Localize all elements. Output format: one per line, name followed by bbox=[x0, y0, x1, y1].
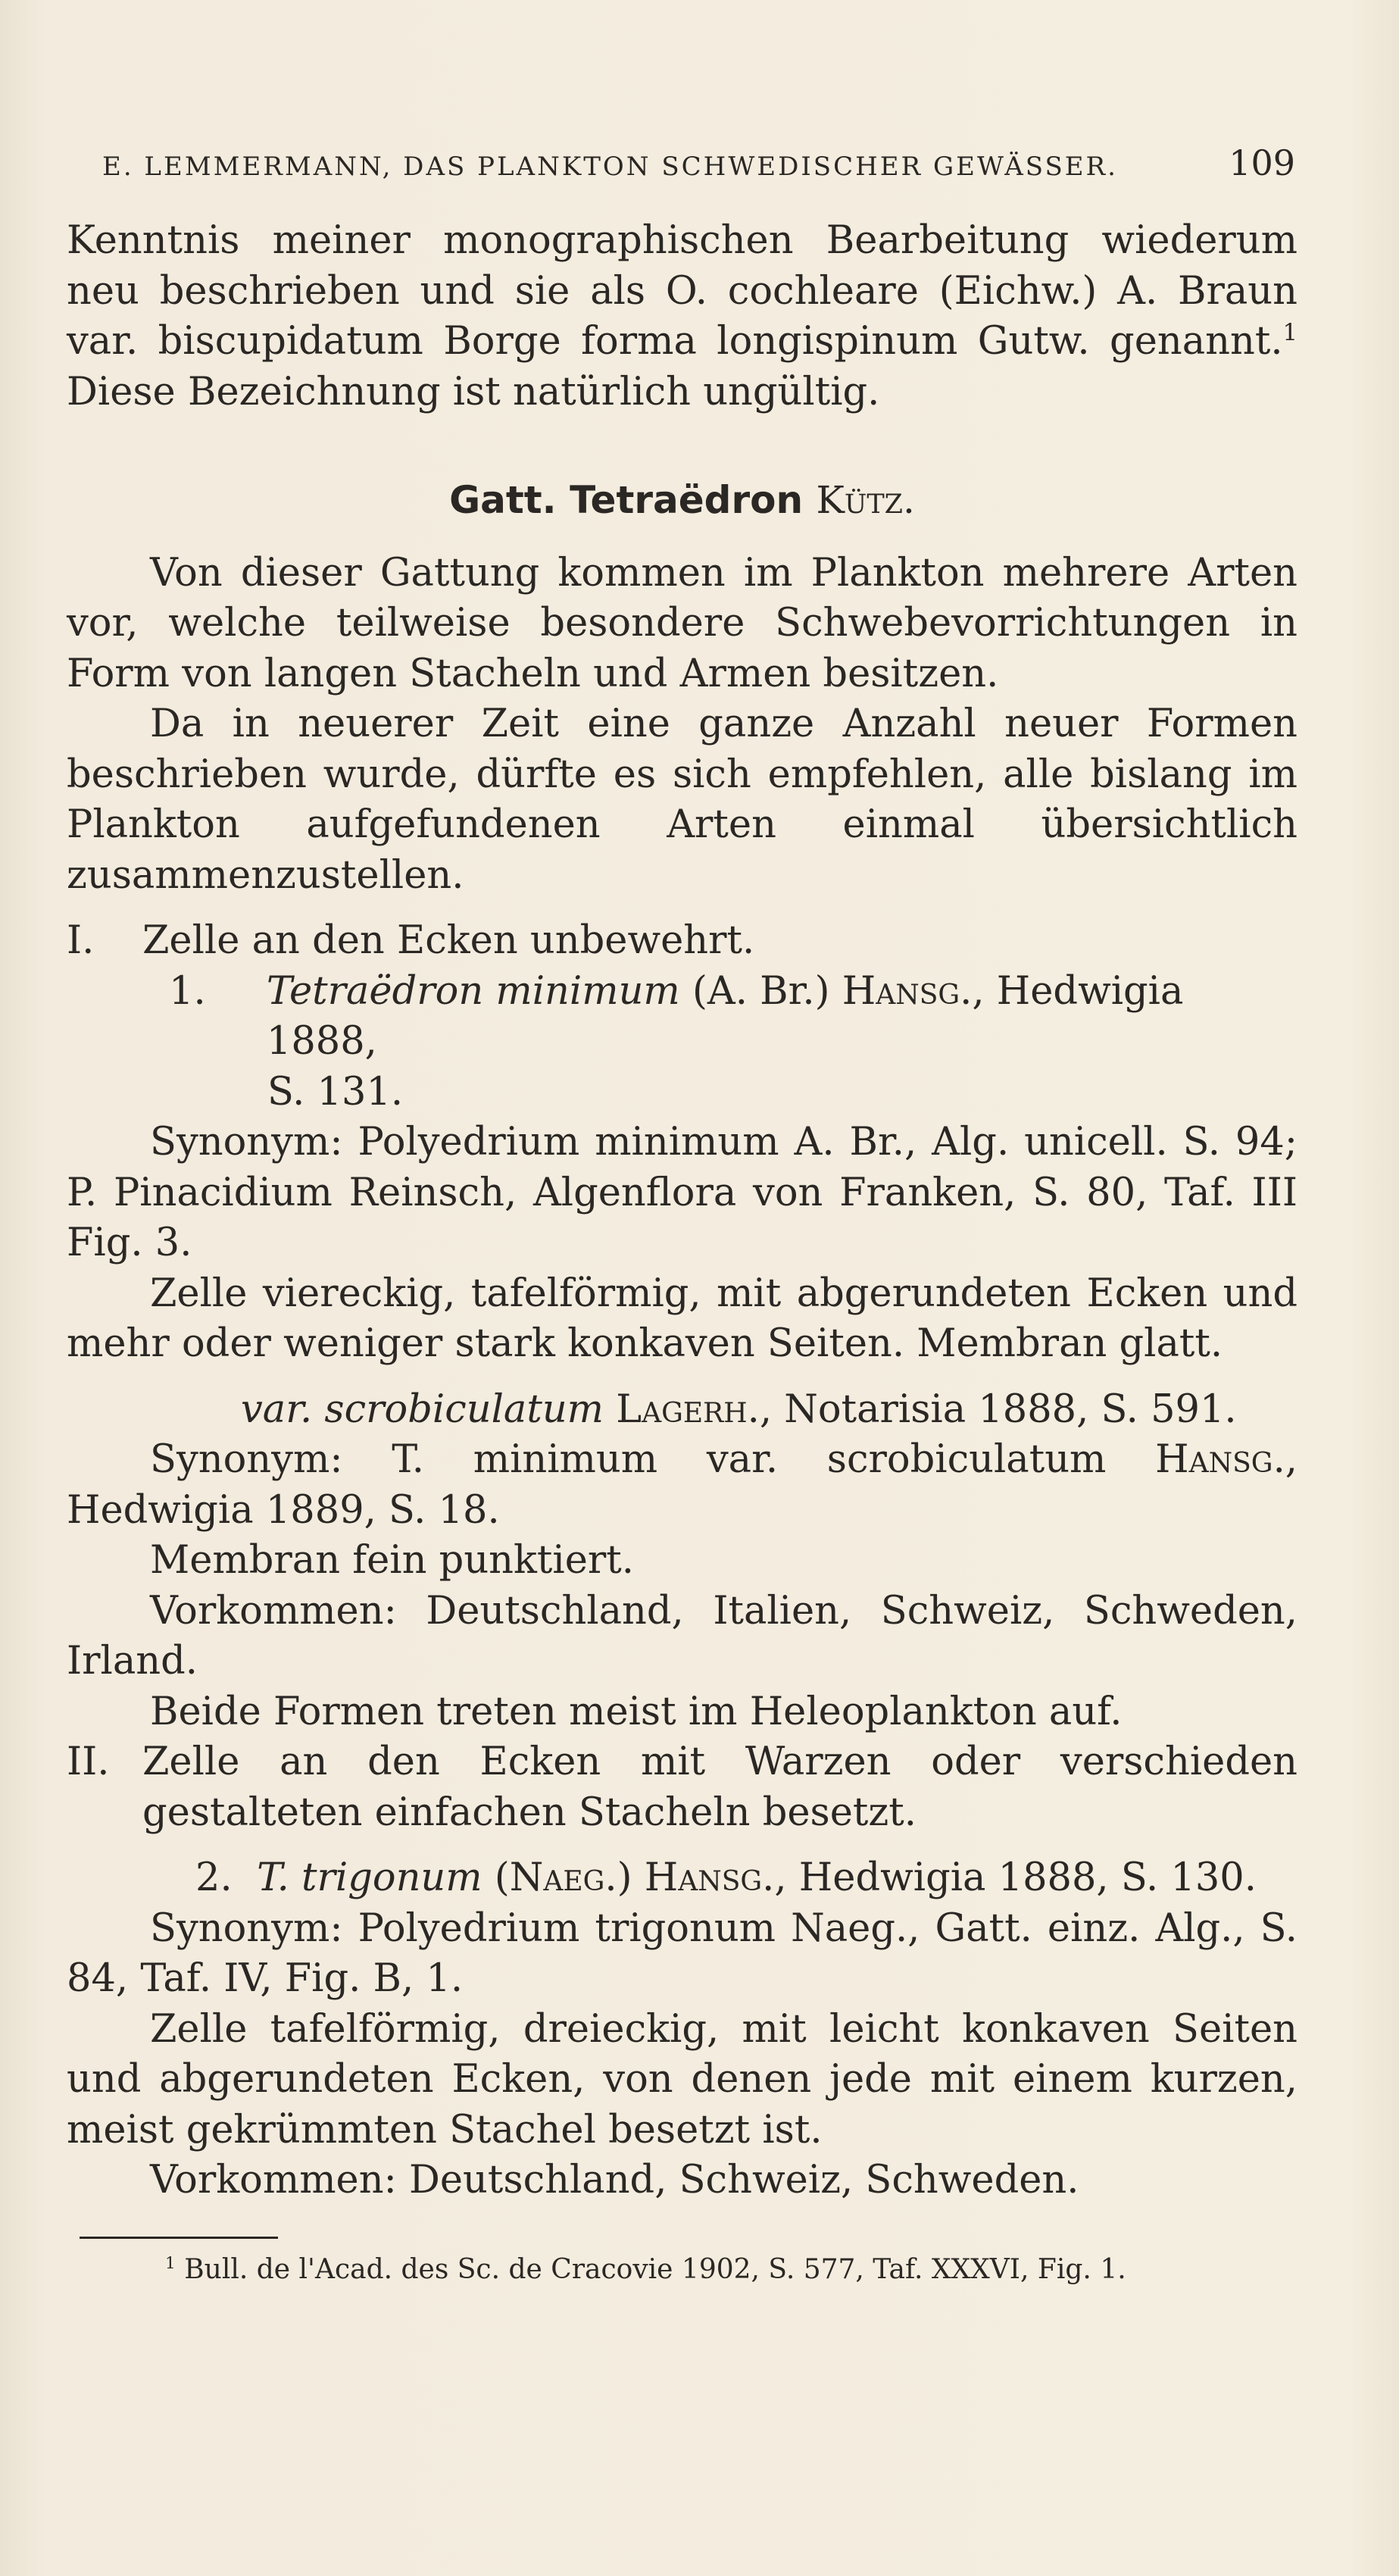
intro-line: beschrieben und sie als O. cochleare (Eichw.) A. Braun var. bbox=[67, 268, 1298, 364]
genus-name: Gatt. Tetraëdron bbox=[449, 478, 804, 522]
description: Zelle tafelförmig, dreieckig, mit leicht konkaven Seiten und abgerundeten Ecken, von denen jede mit einem kurzen, meist gekrümmten Stachel besetzt ist. bbox=[67, 2006, 1298, 2152]
species-entry-2 bbox=[67, 1853, 1298, 1904]
page-body bbox=[67, 216, 1298, 2206]
footnote bbox=[165, 2254, 1301, 2285]
species-number: 1. bbox=[169, 968, 206, 1014]
intro-line: biscupidatum Borge forma longispinum Gutw. genannt. bbox=[158, 319, 1283, 364]
species-name: T. trigonum bbox=[257, 1855, 482, 1900]
species-name: Tetraëdron minimum bbox=[266, 968, 680, 1014]
occurrence: Vorkommen: Deutschland, Italien, Schweiz, Schweden, Irland. bbox=[67, 1588, 1298, 1683]
occurrence: Vorkommen: Deutschland, Schweiz, Schweden. bbox=[150, 2158, 1079, 2202]
species-reference: , Hedwigia 1888, bbox=[266, 968, 1184, 1064]
description: Zelle viereckig, tafelförmig, mit abgerundeten Ecken und mehr oder weniger stark konkaven Seiten. Membran glatt. bbox=[67, 1271, 1298, 1366]
species-author: (Naeg.) bbox=[494, 1855, 632, 1900]
page-number: 109 bbox=[1229, 142, 1295, 183]
intro-line: Kenntnis meiner monographischen Bearbeitung wiederum neu bbox=[67, 218, 1298, 314]
paragraph: Von dieser Gattung kommen im Plankton mehrere Arten vor, welche teilweise besondere Schwebevorrichtungen in Form von langen Stacheln und Armen besitzen. bbox=[67, 550, 1298, 696]
species-author: Hansg. bbox=[644, 1855, 775, 1900]
species-author: (A. Br.) bbox=[692, 968, 830, 1014]
variety-name: var. scrobiculatum bbox=[241, 1386, 604, 1432]
habitat-note: Beide Formen treten meist im Heleoplankton auf. bbox=[150, 1689, 1123, 1734]
variety-heading bbox=[67, 1385, 1298, 1436]
synonym: Synonym: Polyedrium trigonum Naeg., Gatt. einz. Alg., S. 84, Taf. IV, Fig. B, 1. bbox=[67, 1905, 1298, 2001]
section-text: Zelle an den Ecken unbewehrt. bbox=[142, 918, 755, 963]
key-section-2 bbox=[67, 1737, 1298, 1838]
section-numeral: I. bbox=[67, 918, 95, 963]
genus-author: Kütz. bbox=[816, 478, 915, 522]
species-author: Hansg. bbox=[842, 968, 973, 1014]
species-entry-1 bbox=[67, 967, 1298, 1068]
synonym: Synonym: T. minimum var. scrobiculatum Hansg., Hedwigia 1889, S. 18. bbox=[67, 1437, 1298, 1533]
membrane-note: Membran fein punktiert. bbox=[150, 1538, 634, 1583]
paragraph: Da in neuerer Zeit eine ganze Anzahl neuer Formen beschrieben wurde, dürfte es sich empfehlen, alle bislang im Plankton aufgefundenen Arten einmal übersichtlich zusammenzustellen. bbox=[67, 702, 1298, 898]
footnote-rule bbox=[80, 2237, 278, 2239]
running-head: E. LEMMERMANN, DAS PLANKTON SCHWEDISCHER GEWÄSSER. bbox=[102, 152, 1118, 182]
intro-line: Bezeichnung ist natürlich ungültig. bbox=[187, 369, 880, 414]
section-numeral: II. bbox=[67, 1740, 110, 1784]
section-text: Zelle an den Ecken mit Warzen oder verschieden gestalteten einfachen Stacheln besetzt. bbox=[142, 1740, 1298, 1835]
genus-heading bbox=[67, 475, 1298, 526]
key-section-1 bbox=[67, 916, 1298, 967]
intro-line: Diese bbox=[67, 369, 176, 414]
species-number: 2. bbox=[195, 1855, 233, 1900]
synonym: Synonym: Polyedrium minimum A. Br., Alg. unicell. S. 94; P. Pinacidium Reinsch, Algenflora von Franken, S. 80, Taf. III Fig. 3. bbox=[67, 1120, 1298, 1265]
variety-author: Lagerh. bbox=[616, 1386, 760, 1432]
footnote-text: Bull. de l'Acad. des Sc. de Cracovie 1902, S. 577, Taf. XXXVI, Fig. 1. bbox=[175, 2254, 1126, 2285]
species-reference-cont: S. 131. bbox=[267, 1069, 404, 1114]
species-reference: , Hedwigia 1888, S. 130. bbox=[774, 1855, 1257, 1900]
intro-paragraph bbox=[67, 216, 1298, 417]
variety-reference: , Notarisia 1888, S. 591. bbox=[759, 1386, 1237, 1432]
footnote-marker: 1 bbox=[165, 2254, 176, 2273]
footnote-ref: 1 bbox=[1282, 320, 1298, 346]
page-header bbox=[102, 142, 1295, 188]
